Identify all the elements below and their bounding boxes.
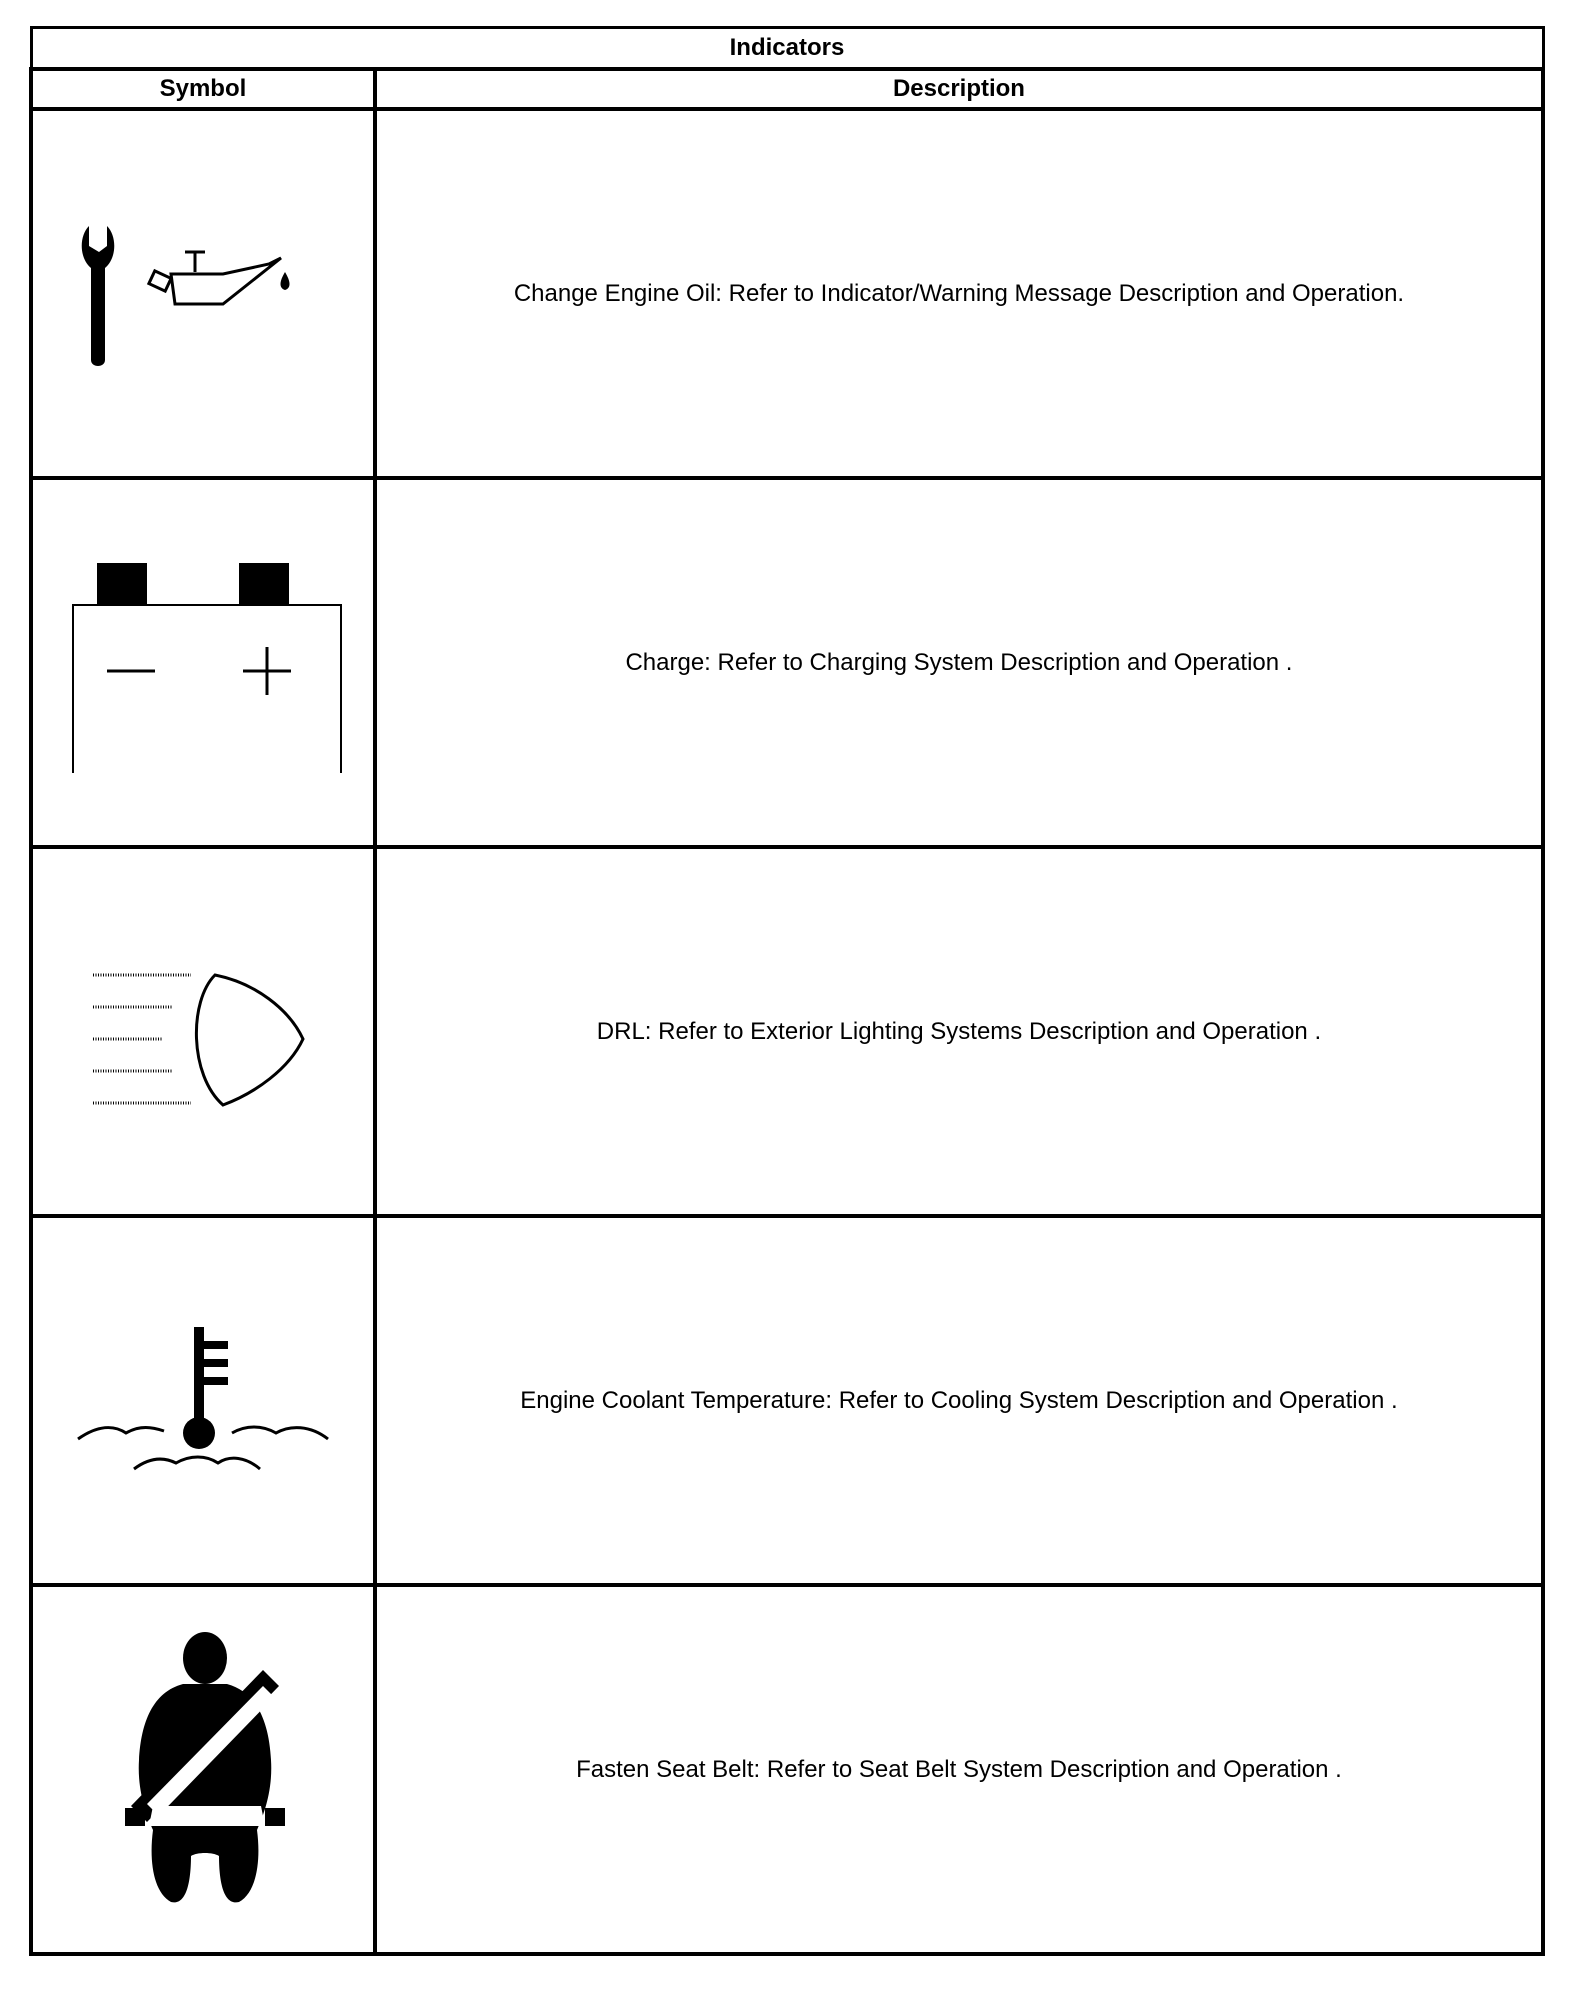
table-row bbox=[31, 1585, 1543, 1954]
table-row bbox=[31, 847, 1543, 1216]
fasten-seat-belt-icon bbox=[113, 1630, 293, 1910]
table-row bbox=[31, 1216, 1543, 1585]
indicators-table bbox=[29, 26, 1545, 1956]
description-cell: Fasten Seat Belt: Refer to Seat Belt System Description and Operation . bbox=[375, 1585, 1543, 1954]
battery-charge-icon bbox=[63, 553, 343, 773]
table-title-row bbox=[31, 28, 1543, 70]
table-row bbox=[31, 109, 1543, 478]
indicators-table-wrapper bbox=[29, 26, 1545, 1956]
drl-headlamp-icon bbox=[83, 957, 323, 1107]
description-cell: Engine Coolant Temperature: Refer to Cooling System Description and Operation . bbox=[375, 1216, 1543, 1585]
symbol-cell bbox=[31, 109, 375, 478]
table-header-row bbox=[31, 69, 1543, 109]
table-title: Indicators bbox=[31, 28, 1543, 70]
description-cell: DRL: Refer to Exterior Lighting Systems Description and Operation . bbox=[375, 847, 1543, 1216]
symbol-cell bbox=[31, 478, 375, 847]
symbol-cell bbox=[31, 1216, 375, 1585]
description-cell: Change Engine Oil: Refer to Indicator/Warning Message Description and Operation. bbox=[375, 109, 1543, 478]
column-header-symbol: Symbol bbox=[31, 69, 375, 109]
symbol-cell bbox=[31, 847, 375, 1216]
description-cell: Charge: Refer to Charging System Description and Operation . bbox=[375, 478, 1543, 847]
column-header-description: Description bbox=[375, 69, 1543, 109]
change-engine-oil-icon bbox=[73, 214, 333, 374]
engine-coolant-temperature-icon bbox=[68, 1321, 338, 1481]
table-row bbox=[31, 478, 1543, 847]
symbol-cell bbox=[31, 1585, 375, 1954]
